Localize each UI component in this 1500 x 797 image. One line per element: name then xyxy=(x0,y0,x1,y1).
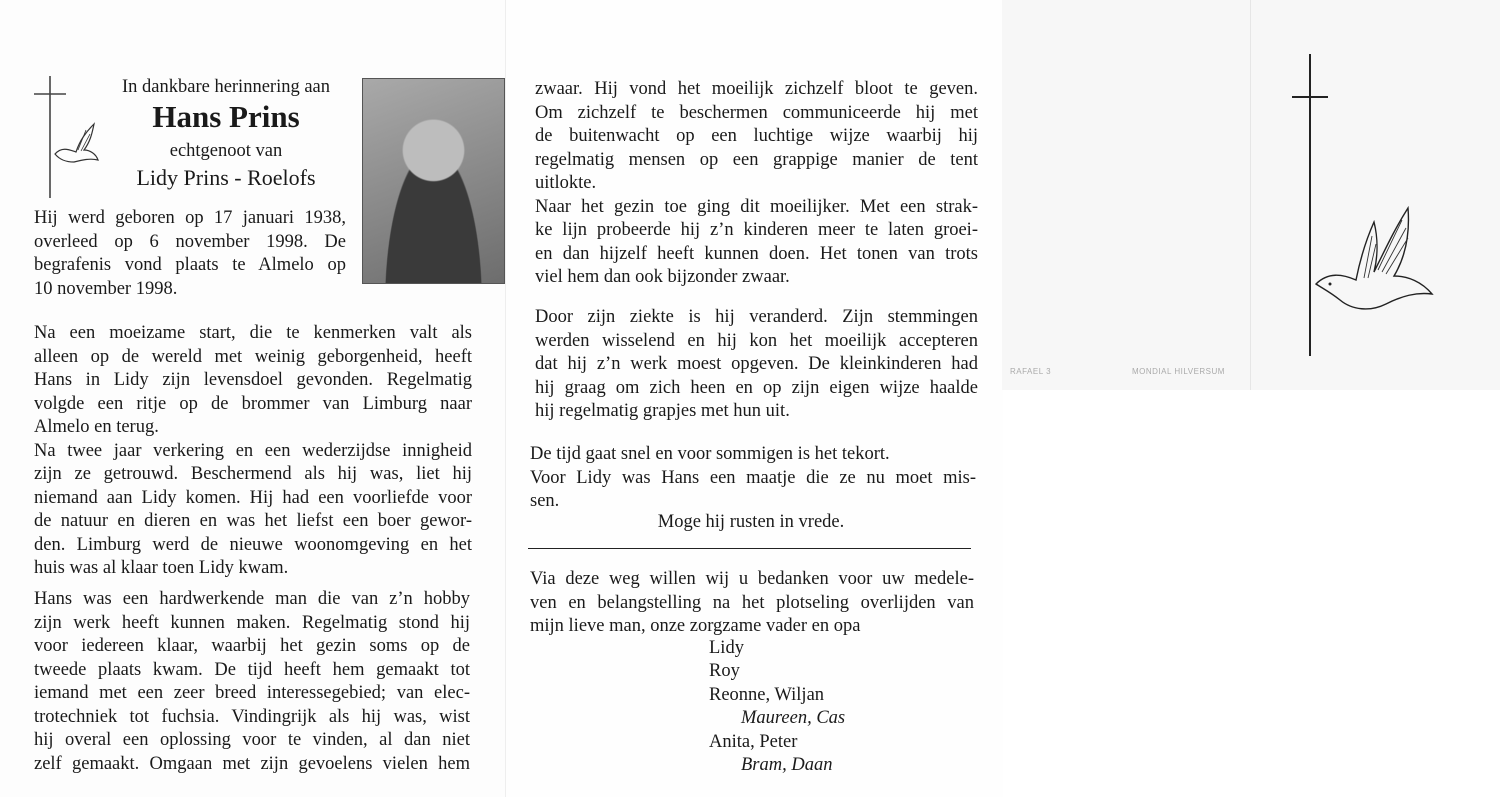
text-line: uitlokte. xyxy=(535,173,597,193)
family-member: Lidy xyxy=(709,638,744,658)
text-line: ke lijn probeerde hij z’n kinderen meer te laten groei- xyxy=(535,220,978,240)
text-line: trotechniek tot fuchsia. Vindingrijk als hij was, wist xyxy=(34,706,470,727)
family-member: Reonne, Wiljan xyxy=(709,685,825,705)
text-line: voor iedereen klaar, waarbij het gezin soms op de xyxy=(34,636,470,656)
text-line: Na een moeizame start, die te kenmerken valt als xyxy=(34,323,472,343)
text-line: den. Limburg werd de nieuwe woonomgeving en het xyxy=(34,534,472,555)
text-line: Via deze weg willen wij u bedanken voor uw medele- xyxy=(530,569,974,589)
text-line: en dan hijzelf heeft kunnen doen. Het tonen van trots xyxy=(535,243,978,264)
text-line: Hij werd geboren op 17 januari 1938, xyxy=(34,208,346,228)
text-line: overleed op 6 november 1998. De xyxy=(34,231,346,252)
text-line: ven en belangstelling na het plotseling overlijden van xyxy=(530,592,974,613)
text-line: volgde een ritje op de brommer van Limburg naar xyxy=(34,393,472,414)
text-line: zwaar. Hij vond het moeilijk zichzelf bloot te geven. xyxy=(535,79,978,99)
closing-line: Moge hij rusten in vrede. xyxy=(657,512,845,532)
text-line: regelmatig mensen op een grappige manier de tent xyxy=(535,149,978,170)
portrait-photo xyxy=(362,78,505,284)
text-line: Almelo en terug. xyxy=(34,417,159,437)
text-line: hij graag om zich heen en op zijn eigen wijze haalde xyxy=(535,377,978,398)
text-line: hij regelmatig grapjes met hun uit. xyxy=(535,401,790,421)
heading-intro: In dankbare herinnering aan xyxy=(121,77,331,97)
text-line: mijn lieve man, onze zorgzame vader en opa xyxy=(530,616,861,636)
text-line: viel hem dan ook bijzonder zwaar. xyxy=(535,267,790,287)
family-member: Anita, Peter xyxy=(709,732,798,752)
text-line: 10 november 1998. xyxy=(34,278,178,299)
deceased-name: Hans Prins xyxy=(152,99,300,134)
text-line: sen. xyxy=(530,491,560,511)
story-paragraph-5 xyxy=(530,443,976,514)
text-line: begrafenis vond plaats te Almelo op xyxy=(34,255,346,275)
text-line: Hans in Lidy zijn levensdoel gevonden. Regelmatig xyxy=(34,370,472,390)
family-member-grandchildren: Maureen, Cas xyxy=(741,708,846,728)
text-line: huis was al klaar toen Lidy kwam. xyxy=(34,558,289,578)
thanks-paragraph xyxy=(530,568,974,639)
text-line: Na twee jaar verkering en een wederzijdse innigheid xyxy=(34,440,472,461)
text-line: zelf gemaakt. Omgaan met zijn gevoelens vielen hem xyxy=(34,753,470,774)
text-line: zijn werk heeft kunnen maken. Regelmatig stond hij xyxy=(34,612,470,633)
printer-mark-right: MONDIAL HILVERSUM xyxy=(1132,367,1225,376)
text-line: Hans was een hardwerkende man die van z’n hobby xyxy=(34,589,470,609)
text-line: Door zijn ziekte is hij veranderd. Zijn stemmingen xyxy=(535,307,978,327)
card-front xyxy=(1002,0,1500,390)
bio-paragraph xyxy=(34,207,346,301)
text-line: De tijd gaat snel en voor sommigen is het tekort. xyxy=(530,444,890,464)
text-line: dat hij z’n werk moest opgeven. De kleinkinderen had xyxy=(535,354,978,374)
text-line: Naar het gezin toe ging dit moeilijker. Met een strak- xyxy=(535,196,978,217)
section-divider xyxy=(528,548,971,549)
text-line: iemand met een zeer breed interessegebied; van elec- xyxy=(34,683,470,703)
spouse-intro: echtgenoot van xyxy=(169,141,283,161)
text-line: hij overal een oplossing voor te vinden, al dan niet xyxy=(34,730,470,750)
text-line: Voor Lidy was Hans een maatje die ze nu moet mis- xyxy=(530,467,976,488)
story-paragraph-2 xyxy=(34,588,470,776)
card-fold xyxy=(1250,0,1251,390)
text-line: werden wisselend en hij kon het moeilijk accepteren xyxy=(535,330,978,351)
text-line: niemand aan Lidy komen. Hij had een voorliefde voor xyxy=(34,487,472,508)
printer-mark-left: RAFAEL 3 xyxy=(1010,367,1052,376)
dove-icon xyxy=(52,120,100,166)
text-line: de buitenwacht op een luchtige wijze waarbij hij xyxy=(535,126,978,146)
dove-icon xyxy=(1312,200,1437,320)
text-line: de natuur en dieren en was het liefst een boer gewor- xyxy=(34,511,472,531)
story-paragraph-3 xyxy=(535,78,978,290)
spouse-name: Lidy Prins - Roelofs xyxy=(136,165,316,190)
family-member-grandchildren: Bram, Daan xyxy=(741,755,833,775)
text-line: alleen op de wereld met weinig geborgenheid, heeft xyxy=(34,346,472,367)
story-paragraph-4 xyxy=(535,306,978,424)
story-paragraph-1 xyxy=(34,322,472,581)
family-member: Roy xyxy=(709,661,740,681)
text-line: zijn ze getrouwd. Beschermend als hij was, liet hij xyxy=(34,464,472,484)
text-line: Om zichzelf te beschermen communiceerde hij met xyxy=(535,102,978,123)
text-line: tweede plaats kwam. De tijd heeft hem gemaakt tot xyxy=(34,659,470,680)
left-page xyxy=(0,0,505,797)
middle-page xyxy=(505,0,1003,797)
